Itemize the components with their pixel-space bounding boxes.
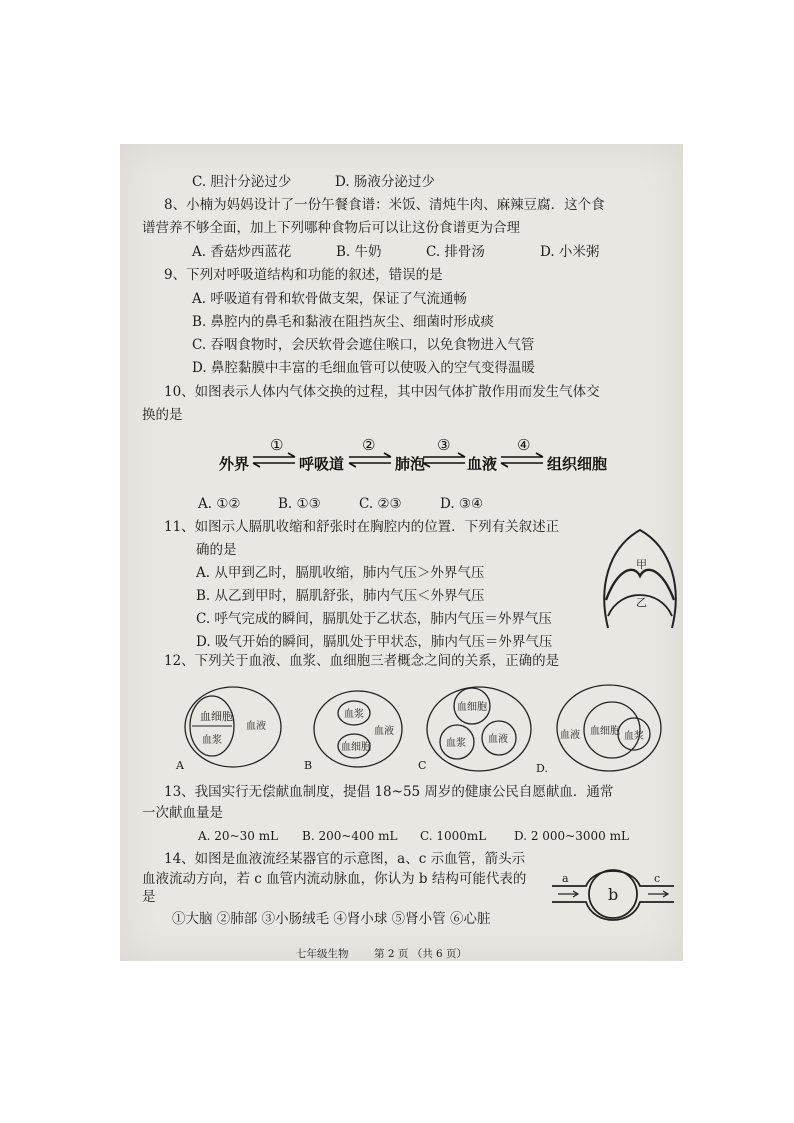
step-3-label: ③: [437, 436, 451, 454]
vessel-a-label: a: [562, 872, 569, 885]
footer-page-number: 第 2 页 （共 6 页）: [374, 948, 468, 960]
q11-stem-line2: 确的是: [196, 542, 237, 558]
fig-d-plasma: 血浆: [624, 731, 644, 742]
q13-option-b: B. 200~400 mL: [302, 829, 398, 843]
q10-option-d: D. ③④: [440, 496, 484, 512]
arrow-3-back: [423, 463, 465, 467]
q11-option-a: A. 从甲到乙时，膈肌收缩，肺内气压＞外界气压: [196, 565, 485, 581]
step-4-label: ④: [517, 436, 531, 454]
q8-option-a: A. 香菇炒西蓝花: [192, 244, 292, 260]
step-1-label: ①: [270, 436, 284, 454]
q11-option-d: D. 吸气开始的瞬间，膈肌处于甲状态，肺内气压＝外界气压: [196, 634, 553, 650]
fig-c-blood: 血液: [488, 734, 508, 745]
flow-arrow-out: [648, 891, 668, 897]
blood-flow-figure: [548, 856, 678, 930]
fig-a-letter: A: [176, 759, 184, 772]
q9-option-c: C. 吞咽食物时，会厌软骨会遮住喉口，以免食物进入气管: [192, 337, 535, 353]
node-alveoli: 肺泡: [395, 455, 426, 473]
gas-exchange-diagram: [215, 432, 625, 488]
fig-b-plasma: 血浆: [344, 709, 364, 720]
q7-option-d: D. 肠液分泌过少: [335, 174, 435, 190]
thorax-outline: [604, 530, 675, 628]
q13-option-d: D. 2 000~3000 mL: [514, 829, 629, 843]
q11-option-b: B. 从乙到甲时，膈肌舒张，肺内气压＜外界气压: [196, 588, 485, 604]
node-blood: 血液: [467, 455, 498, 473]
q8-stem-line1: 8、小楠为妈妈设计了一份午餐食谱：米饭、清炖牛肉、麻辣豆腐．这个食: [164, 197, 605, 213]
node-tissue-cells: 组织细胞: [547, 455, 608, 473]
fig-b-blood: 血液: [374, 726, 394, 737]
diaphragm-figure: [598, 528, 682, 632]
label-yi: 乙: [636, 596, 647, 609]
q8-option-c: C. 排骨汤: [426, 244, 485, 260]
fig-d-letter: D.: [536, 762, 548, 775]
fig-c-letter: C: [418, 759, 427, 772]
vessel-c-label: c: [654, 872, 661, 885]
structure-b-label: b: [608, 885, 619, 904]
fig-b-blood-cells: 血细胞: [341, 742, 371, 753]
venn-figure-a: [182, 684, 284, 770]
arrow-1-back: [253, 463, 295, 467]
arrow-4-back: [501, 463, 543, 467]
q13-stem-line1: 13、我国实行无偿献血制度，提倡 18~55 周岁的健康公民自愿献血．通常: [164, 784, 614, 800]
fig-b-letter: B: [304, 759, 313, 772]
q13-stem-line2: 一次献血量是: [142, 805, 223, 821]
fig-d-blood: 血液: [560, 730, 580, 741]
q7-option-c: C. 胆汁分泌过少: [192, 174, 292, 190]
q10-stem-line1: 10、如图表示人体内气体交换的过程，其中因气体扩散作用而发生气体交: [164, 384, 600, 400]
q13-option-a: A. 20~30 mL: [198, 829, 279, 843]
q11-stem-line1: 11、如图示人膈肌收缩和舒张时在胸腔内的位置．下列有关叙述正: [164, 519, 560, 535]
q10-option-c: C. ②③: [359, 496, 402, 512]
q14-stem-line2: 血液流动方向，若 c 血管内流动脉血，你认为 b 结构可能代表的: [142, 871, 527, 887]
q10-option-a: A. ①②: [198, 496, 241, 512]
q8-option-b: B. 牛奶: [336, 244, 382, 260]
q9-option-a: A. 呼吸道有骨和软骨做支架，保证了气流通畅: [192, 291, 467, 307]
node-outside: 外界: [219, 455, 250, 473]
label-jia: 甲: [636, 558, 647, 571]
q14-stem-line1: 14、如图是血液流经某器官的示意图，a、c 示血管，箭头示: [164, 851, 526, 867]
step-2-label: ②: [362, 436, 376, 454]
venn-figure-c: [424, 684, 534, 774]
footer-subject: 七年级生物: [296, 948, 349, 960]
fig-a-blood: 血液: [246, 721, 266, 732]
q8-option-d: D. 小米粥: [540, 244, 600, 260]
q14-choices: ①大脑 ②肺部 ③小肠绒毛 ④肾小球 ⑤肾小管 ⑥心脏: [172, 911, 491, 927]
q11-option-c: C. 呼气完成的瞬间，膈肌处于乙状态，肺内气压＝外界气压: [196, 611, 552, 627]
q12-stem: 12、下列关于血液、血浆、血细胞三者概念之间的关系，正确的是: [164, 653, 560, 669]
q10-stem-line2: 换的是: [142, 407, 183, 423]
q14-stem-line3: 是: [142, 889, 156, 905]
q9-stem: 9、下列对呼吸道结构和功能的叙述，错误的是: [164, 267, 443, 283]
node-airway: 呼吸道: [299, 455, 345, 473]
q9-option-d: D. 鼻腔黏膜中丰富的毛细血管可以使吸入的空气变得温暖: [192, 360, 535, 376]
flow-arrow-in: [558, 891, 578, 897]
fig-a-blood-cells: 血细胞: [200, 710, 233, 723]
fig-c-blood-cells: 血细胞: [457, 702, 487, 713]
q13-option-c: C. 1000mL: [420, 829, 487, 843]
venn-figure-d: [554, 682, 664, 774]
fig-c-plasma: 血浆: [446, 738, 466, 749]
q9-option-b: B. 鼻腔内的鼻毛和黏液在阻挡灰尘、细菌时形成痰: [192, 314, 495, 330]
fig-a-plasma: 血浆: [202, 735, 222, 746]
fig-d-blood-cells: 血细胞: [590, 726, 620, 737]
q8-stem-line2: 谱营养不够全面，加上下列哪种食物后可以让这份食谱更为合理: [142, 220, 520, 236]
arrow-2-back: [349, 463, 391, 467]
q10-option-b: B. ①③: [278, 496, 321, 512]
venn-figure-b: [310, 688, 406, 770]
